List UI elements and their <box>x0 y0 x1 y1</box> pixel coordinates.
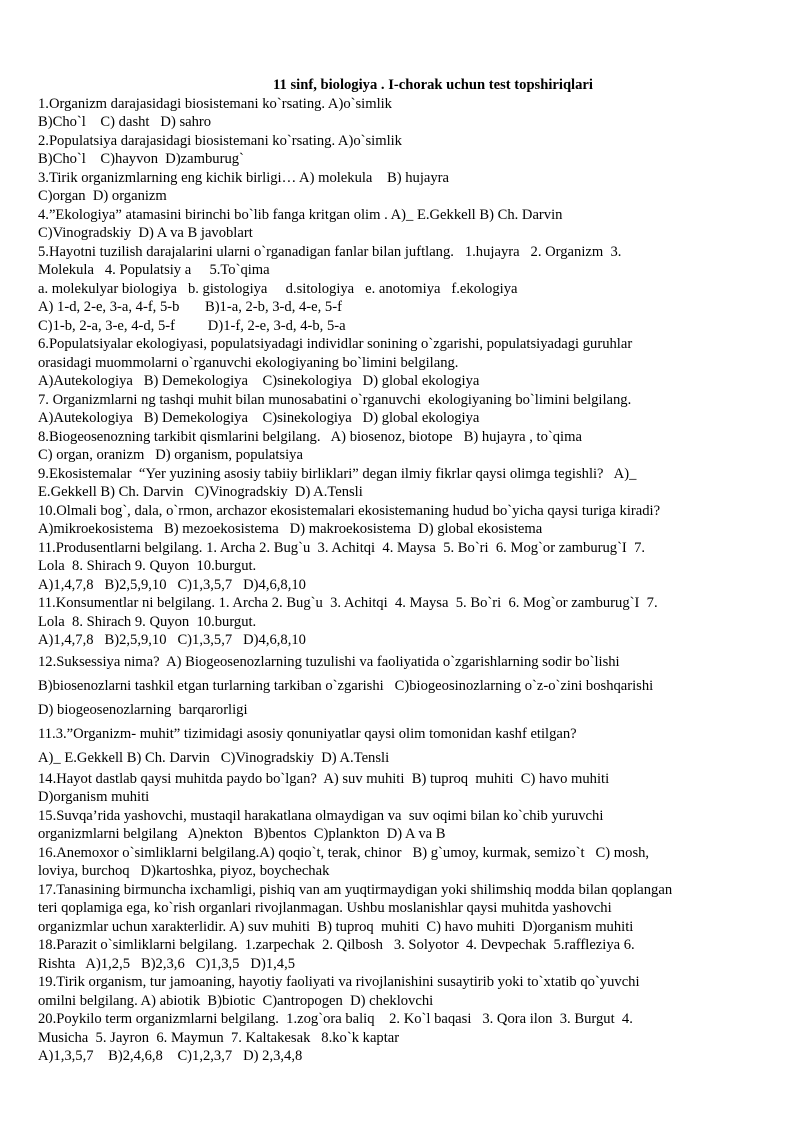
text-line: A)1,4,7,8 B)2,5,9,10 C)1,3,5,7 D)4,6,8,10 <box>38 632 306 648</box>
text-line: 10.Olmali bog`, dala, o`rmon, archazor ekosistemalari ekosistemaning hudud bo`yicha qaysi turiga kiradi? <box>38 502 661 519</box>
text-line: A)Autekologiya B) Demekologiya C)sinekologiya D) global ekologiya <box>38 373 480 389</box>
text-line: A)_ E.Gekkell B) Ch. Darvin C)Vinogradskiy D) A.Tensli <box>38 749 390 766</box>
text-line: Musicha 5. Jayron 6. Maymun 7. Kaltakesak 8.ko`k kaptar <box>38 1029 400 1046</box>
text-line: Lola 8. Shirach 9. Quyon 10.burgut. <box>38 613 257 630</box>
text-line: 2.Populatsiya darajasidagi biosistemani ko`rsating. A)o`simlik <box>38 132 402 149</box>
text-line: omilni belgilang. A) abiotik B)biotic C)antropogen D) cheklovchi <box>38 992 434 1009</box>
text-line: D)organism muhiti <box>38 789 150 805</box>
text-line: 19.Tirik organism, tur jamoaning, hayotiy faoliyati va rivojlanishini susaytirib yoki to`xtatib qo`yuvchi <box>38 974 640 990</box>
text-line: 1.Organizm darajasidagi biosistemani ko`rsating. A)o`simlik <box>38 95 392 112</box>
text-line: loviya, burchoq D)kartoshka, piyoz, boychechak <box>38 863 330 879</box>
text-line: 11.Konsumentlar ni belgilang. 1. Archa 2. Bug`u 3. Achitqi 4. Maysa 5. Bo`ri 6. Mog`or zamburug`I 7. <box>38 595 658 611</box>
text-line: Lola 8. Shirach 9. Quyon 10.burgut. <box>38 558 257 574</box>
text-line: 4.”Ekologiya” atamasini birinchi bo`lib fanga kritgan olim . A)_ E.Gekkell B) Ch. Darvin <box>38 206 563 223</box>
text-line: C) organ, oranizm D) organism, populatsiya <box>38 447 303 463</box>
text-line: B)biosenozlarni tashkil etgan turlarning tarkiban o`zgarishi C)biogeosinozlarning o`z-o`zini boshqarishi <box>38 677 654 694</box>
text-line: 16.Anemoxor o`simliklarni belgilang.A) qoqio`t, terak, chinor B) g`umoy, kurmak, semizo`t C) mosh, <box>38 844 650 861</box>
text-line: a. molekulyar biologiya b. gistologiya d.sitologiya e. anotomiya f.ekologiya <box>38 280 518 297</box>
questions-block-2 <box>38 650 768 770</box>
text-line: 6.Populatsiyalar ekologiyasi, populatsiyadagi individlar sonining o`zgarishi, populatsiyadagi guruhlar <box>38 336 633 352</box>
text-line: A)Autekologiya B) Demekologiya C)sinekologiya D) global ekologiya <box>38 410 480 426</box>
text-line: C)Vinogradskiy D) A va B javoblart <box>38 225 253 241</box>
text-line: 3.Tirik organizmlarning eng kichik birligi… A) molekula B) hujayra <box>38 169 449 186</box>
text-line: 7. Organizmlarni ng tashqi muhit bilan munosabatini o`rganuvchi ekologiyaning bo`limini belgilang. <box>38 391 632 408</box>
text-line: 17.Tanasining birmuncha ixchamligi, pishiq van am yuqtirmaydigan yoki shilimshiq modda bilan qoplangan <box>38 881 673 898</box>
text-line: 8.Biogeosenozning tarkibit qismlarini belgilang. A) biosenoz, biotope B) hujayra , to`qima <box>38 428 582 445</box>
text-line: Molekula 4. Populatsiy a 5.To`qima <box>38 262 270 278</box>
questions-block-3 <box>38 770 768 1066</box>
text-line: 11.3.”Organizm- muhit” tizimidagi asosiy qonuniyatlar qaysi olim tomonidan kashf etilgan? <box>38 725 577 742</box>
text-line: 12.Suksessiya nima? A) Biogeosenozlarning tuzulishi va faoliyatida o`zgarishlarning sodir bo`lishi <box>38 653 620 670</box>
text-line: organizmlar uchun xarakterlidir. A) suv muhiti B) tuproq muhiti C) havo muhiti D)organism muhiti <box>38 918 634 935</box>
text-line: organizmlarni belgilang A)nekton B)bentos C)plankton D) A va B <box>38 826 446 842</box>
questions-block-1 <box>38 95 768 650</box>
text-line: C)organ D) organizm <box>38 188 167 204</box>
text-line: E.Gekkell B) Ch. Darvin C)Vinogradskiy D) A.Tensli <box>38 484 363 500</box>
text-line: C)1-b, 2-a, 3-e, 4-d, 5-f D)1-f, 2-e, 3-d, 4-b, 5-a <box>38 317 346 334</box>
text-line: D) biogeosenozlarning barqarorligi <box>38 701 248 718</box>
text-line: 20.Poykilo term organizmlarni belgilang. 1.zog`ora baliq 2. Ko`l baqasi 3. Qora ilon 3. Burgut 4. <box>38 1011 633 1027</box>
text-line: teri qoplamiga ega, ko`rish organlari rivojlanmagan. Ushbu moslanishlar qaysi muhitda yashovchi <box>38 900 612 916</box>
text-line: 11.Produsentlarni belgilang. 1. Archa 2. Bug`u 3. Achitqi 4. Maysa 5. Bo`ri 6. Mog`or zamburug`I 7. <box>38 539 646 556</box>
text-line: A)1,3,5,7 B)2,4,6,8 C)1,2,3,7 D) 2,3,4,8 <box>38 1048 303 1064</box>
text-line: B)Cho`l C) dasht D) sahro <box>38 114 212 130</box>
text-line: 18.Parazit o`simliklarni belgilang. 1.zarpechak 2. Qilbosh 3. Solyotor 4. Devpechak 5.raffleziya 6. <box>38 937 635 953</box>
text-line: 9.Ekosistemalar “Yer yuzining asosiy tabiiy birliklari” degan ilmiy fikrlar qaysi olimga tegishli? A)_ <box>38 465 637 482</box>
text-line: B)Cho`l C)hayvon D)zamburug` <box>38 151 244 167</box>
document-title: 11 sinf, biologiya . I-chorak uchun test topshiriqlari <box>273 77 593 93</box>
text-line: orasidagi muommolarni o`rganuvchi ekologiyaning bo`limini belgilang. <box>38 354 459 371</box>
text-line: A)1,4,7,8 B)2,5,9,10 C)1,3,5,7 D)4,6,8,10 <box>38 576 306 593</box>
text-line: 14.Hayot dastlab qaysi muhitda paydo bo`lgan? A) suv muhiti B) tuproq muhiti C) havo muhiti <box>38 770 610 787</box>
text-line: A) 1-d, 2-e, 3-a, 4-f, 5-b B)1-a, 2-b, 3-d, 4-e, 5-f <box>38 299 342 315</box>
text-line: 5.Hayotni tuzilish darajalarini ularni o`rganadigan fanlar bilan juftlang. 1.hujayra 2. Organizm 3. <box>38 243 622 260</box>
text-line: Rishta A)1,2,5 B)2,3,6 C)1,3,5 D)1,4,5 <box>38 955 296 972</box>
text-line: A)mikroekosistema B) mezoekosistema D) makroekosistema D) global ekosistema <box>38 521 543 537</box>
text-line: 15.Suvqa’rida yashovchi, mustaqil harakatlana olmaydigan va suv oqimi bilan ko`chib yuruvchi <box>38 807 604 824</box>
document-page <box>38 76 768 1066</box>
